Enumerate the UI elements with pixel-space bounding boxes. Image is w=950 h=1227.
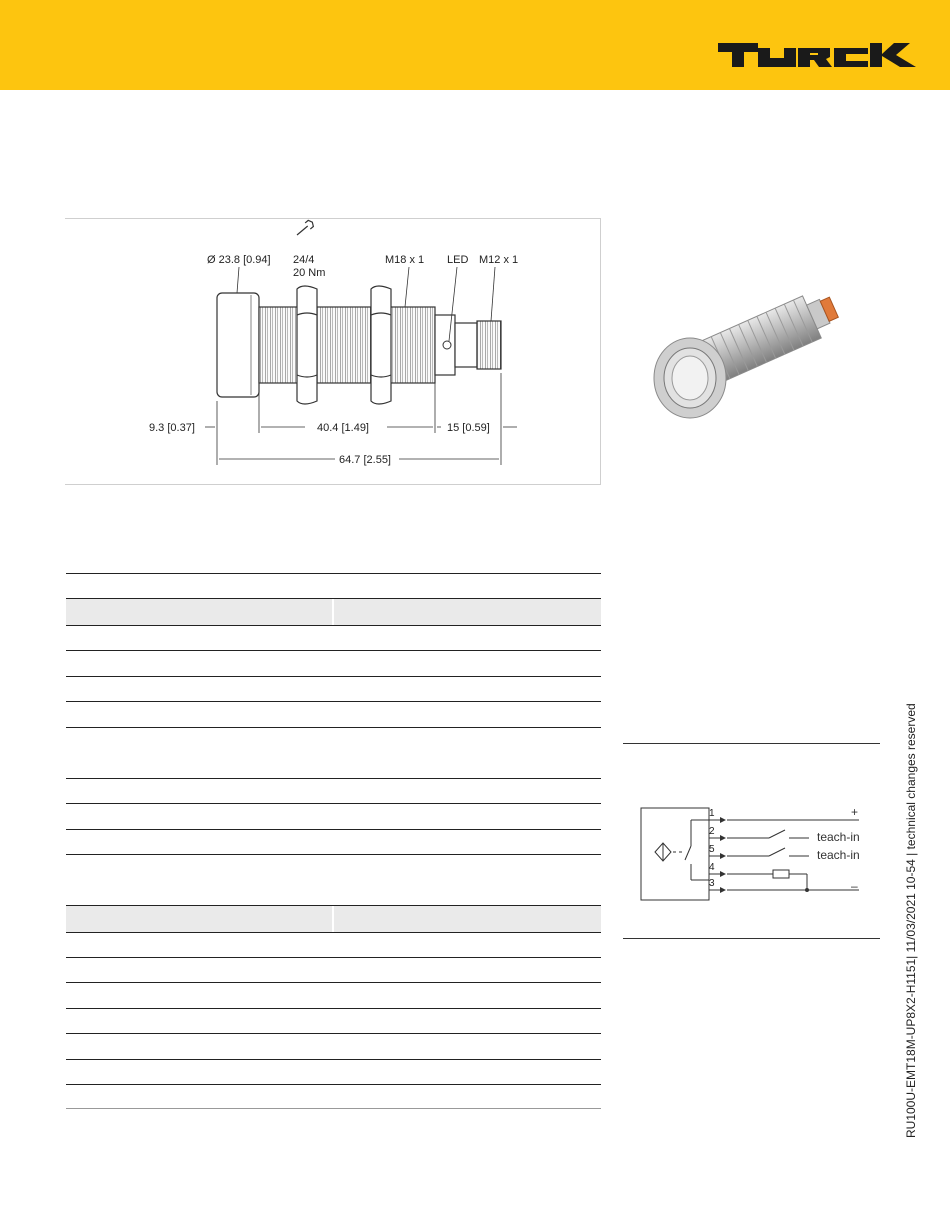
table-row bbox=[66, 1084, 601, 1109]
turck-logo bbox=[718, 43, 916, 67]
label-wrench: 24/4 bbox=[293, 254, 315, 266]
table-row bbox=[66, 854, 601, 905]
label-dim-body: 40.4 [1.49] bbox=[317, 422, 369, 434]
label-diameter: Ø 23.8 [0.94] bbox=[207, 254, 271, 266]
label-dim-connector: 15 [0.59] bbox=[447, 422, 490, 434]
table-row bbox=[66, 1033, 601, 1059]
table-row bbox=[66, 598, 601, 625]
table-row bbox=[66, 1059, 601, 1084]
table-row bbox=[66, 803, 601, 829]
pin-5: 5 bbox=[709, 844, 715, 855]
label-plus: + bbox=[851, 805, 859, 819]
pin-2: 2 bbox=[709, 826, 715, 837]
label-torque: 20 Nm bbox=[293, 267, 326, 279]
table-row bbox=[66, 701, 601, 727]
pin-3: 3 bbox=[709, 878, 715, 889]
nut-2 bbox=[371, 286, 391, 404]
table-row bbox=[66, 1008, 601, 1033]
dimension-drawing bbox=[65, 218, 601, 485]
table-row bbox=[66, 932, 601, 957]
nut-1 bbox=[297, 286, 317, 404]
table-row bbox=[66, 957, 601, 982]
table-row bbox=[66, 727, 601, 778]
pin-4: 4 bbox=[709, 862, 715, 873]
wrench-icon bbox=[294, 219, 314, 238]
label-teach-in-5: teach-in bbox=[817, 848, 860, 862]
table-row bbox=[66, 676, 601, 701]
table-row bbox=[66, 829, 601, 854]
table-row bbox=[66, 625, 601, 650]
label-dim-front: 9.3 [0.37] bbox=[149, 422, 195, 434]
label-thread-connector: M12 x 1 bbox=[479, 254, 519, 266]
spec-table bbox=[66, 573, 601, 1109]
product-photo bbox=[640, 270, 860, 430]
table-row bbox=[66, 573, 601, 598]
label-dim-total: 64.7 [2.55] bbox=[339, 454, 391, 466]
table-row bbox=[66, 905, 601, 932]
pin-1: 1 bbox=[709, 808, 715, 819]
connector-thread bbox=[477, 321, 501, 369]
threaded-body bbox=[259, 307, 435, 383]
label-minus: – bbox=[851, 879, 858, 893]
label-thread-body: M18 x 1 bbox=[385, 254, 425, 266]
label-teach-in-2: teach-in bbox=[817, 830, 860, 844]
front-cap bbox=[217, 293, 259, 397]
side-note: RU100U-EMT18M-UP8X2-H1151| 11/03/2021 10-54 | technical changes reserved bbox=[904, 703, 918, 1138]
label-led: LED bbox=[447, 254, 469, 266]
wiring-diagram bbox=[623, 743, 880, 939]
table-row bbox=[66, 982, 601, 1008]
led-indicator bbox=[443, 341, 451, 349]
table-row bbox=[66, 650, 601, 676]
sensor-box bbox=[641, 808, 709, 900]
table-row bbox=[66, 778, 601, 803]
